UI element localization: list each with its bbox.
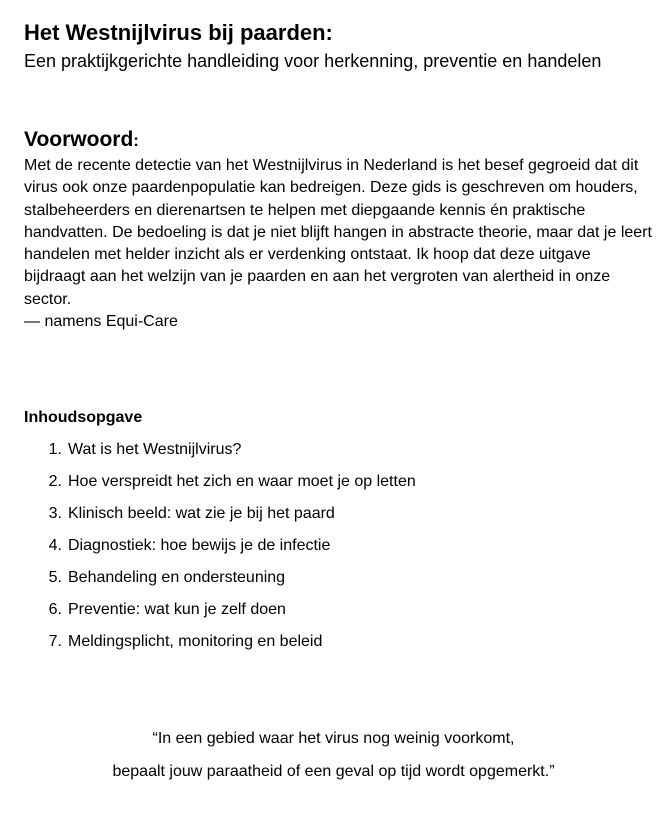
toc-item-number: 1. <box>48 441 62 458</box>
toc-item-number: 6. <box>48 601 62 618</box>
toc-item-label: Meldingsplicht, monitoring en beleid <box>68 633 323 650</box>
foreword-paragraph: Met de recente detectie van het Westnijlvirus in Nederland is het besef gegroeid dat dit virus ook onze paardenpopulatie kan bedreigen. Deze gids is geschreven om houders, stalbeheerders en dierenartsen te helpen met diepgaande kennis én praktische handvatten. De bedoeling is dat je niet blijft hangen in abstracte theorie, maar dat je leert handelen met helder inzicht als er verdenking ontstaat. Ik hoop dat deze uitgave bijdraagt aan het welzijn van je paarden en aan het vergroten van alertheid in onze sector. <box>24 157 652 308</box>
toc-item-label: Behandeling en ondersteuning <box>68 569 286 586</box>
toc-item-number: 7. <box>48 633 62 650</box>
toc-item-number: 4. <box>48 537 62 554</box>
foreword-signature: — namens Equi-Care <box>24 313 178 331</box>
quote-line-2: bepaalt jouw paraatheid of een geval op tijd wordt opgemerkt.” <box>112 763 555 780</box>
foreword-heading-colon: : <box>133 131 139 150</box>
toc-item <box>24 437 416 469</box>
toc-list <box>24 437 416 661</box>
toc-item-label: Wat is het Westnijlvirus? <box>68 441 242 458</box>
toc-item-number: 5. <box>48 569 62 586</box>
toc-item-number: 3. <box>48 505 62 522</box>
toc-item-number: 2. <box>48 473 62 490</box>
toc-item <box>24 565 416 597</box>
toc-item-label: Preventie: wat kun je zelf doen <box>68 601 286 618</box>
toc-item-label: Diagnostiek: hoe bewijs je de infectie <box>68 537 331 554</box>
toc-item-label: Klinisch beeld: wat zie je bij het paard <box>68 505 335 522</box>
toc-heading: Inhoudsopgave <box>24 409 143 426</box>
document-subtitle: Een praktijkgerichte handleiding voor herkenning, preventie en handelen <box>24 51 602 71</box>
foreword-heading <box>24 126 139 156</box>
toc-item <box>24 533 416 565</box>
document-title: Het Westnijlvirus bij paarden: <box>24 20 333 45</box>
toc-item <box>24 629 416 661</box>
foreword-heading-text: Voorwoord <box>24 128 134 151</box>
toc-item-label: Hoe verspreidt het zich en waar moet je op letten <box>68 473 416 490</box>
toc-item <box>24 469 416 501</box>
quote-line-1: “In een gebied waar het virus nog weinig voorkomt, <box>152 730 515 747</box>
foreword-body <box>24 155 654 333</box>
toc-item <box>24 597 416 629</box>
toc-item <box>24 501 416 533</box>
